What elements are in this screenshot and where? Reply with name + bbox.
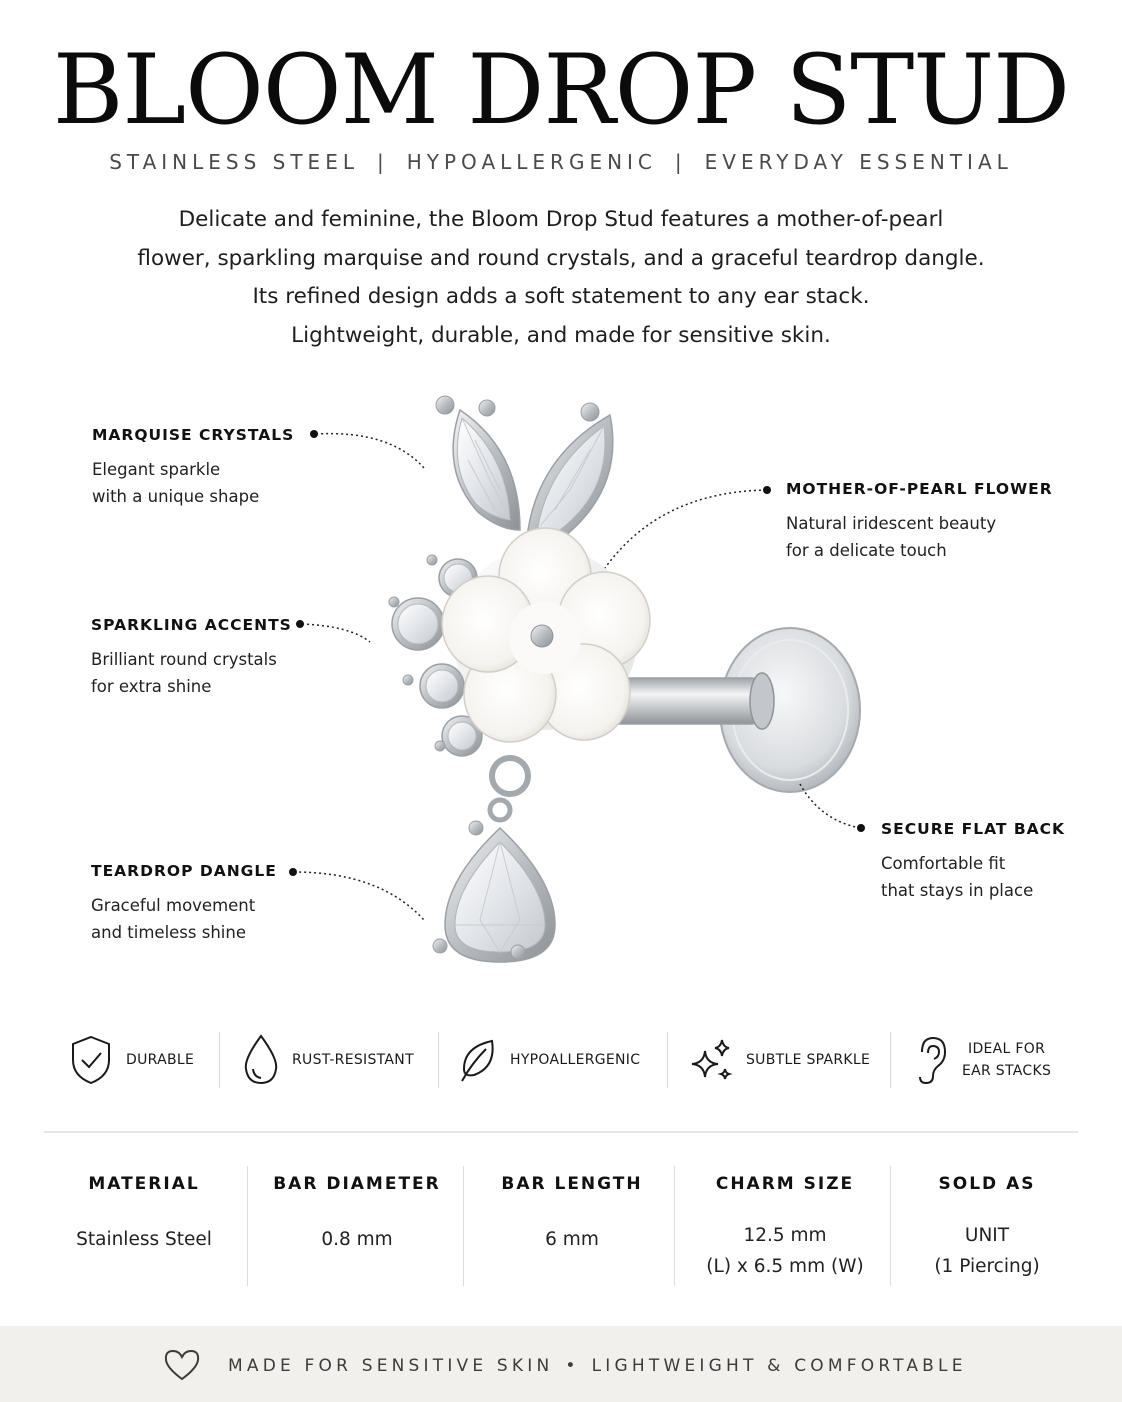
marquise-crystal-right	[528, 403, 613, 543]
feature-subtle-sparkle	[688, 1028, 870, 1092]
footer-band	[0, 1326, 1122, 1402]
feature-durable	[68, 1028, 194, 1092]
feature-label: SUBTLE SPARKLE	[746, 1052, 871, 1068]
callout-text: for extra shine	[91, 677, 212, 696]
tag-hypoallergenic: HYPOALLERGENIC	[406, 150, 657, 174]
spec-value: 0.8 mm	[321, 1229, 393, 1250]
spec-bar-length	[466, 1160, 678, 1290]
callout-title: MOTHER-OF-PEARL FLOWER	[786, 480, 1053, 498]
spec-charm-size	[677, 1160, 893, 1290]
callout-text: that stays in place	[881, 881, 1034, 900]
callout-text: Comfortable fit	[881, 854, 1006, 873]
tag-everyday: EVERYDAY ESSENTIAL	[704, 150, 1013, 174]
product-title: BLOOM DROP STUD	[52, 34, 1070, 146]
spec-divider	[463, 1166, 464, 1286]
section-divider	[44, 1131, 1078, 1133]
feature-label: EAR STACKS	[962, 1063, 1052, 1079]
callout-text: with a unique shape	[92, 487, 260, 506]
tag-separator: |	[674, 150, 687, 174]
tag-material: STAINLESS STEEL	[109, 150, 359, 174]
specs-table	[44, 1160, 1078, 1290]
feature-label: RUST-RESISTANT	[292, 1052, 414, 1068]
spec-label: MATERIAL	[88, 1174, 200, 1194]
teardrop-dangle	[433, 758, 555, 962]
tag-separator: |	[376, 150, 389, 174]
feature-label: HYPOALLERGENIC	[510, 1052, 641, 1068]
description-line: Delicate and feminine, the Bloom Drop Stud features a mother-of-pearl	[178, 207, 944, 232]
callout-text: Natural iridescent beauty	[786, 514, 997, 533]
spec-divider	[247, 1166, 248, 1286]
spec-divider	[674, 1166, 675, 1286]
description-line: flower, sparkling marquise and round crystals, and a graceful teardrop dangle.	[137, 245, 985, 271]
callout-marquise-crystals	[92, 426, 294, 510]
callout-sparkling-accents	[91, 616, 292, 700]
callout-title: MARQUISE CRYSTALS	[92, 426, 295, 444]
spec-label: BAR DIAMETER	[273, 1174, 441, 1194]
spec-divider	[890, 1166, 891, 1286]
spec-label: SOLD AS	[938, 1174, 1036, 1194]
callout-title: SECURE FLAT BACK	[881, 820, 1066, 838]
spec-value: (1 Piercing)	[934, 1256, 1040, 1277]
pearl-flower	[442, 528, 650, 742]
spec-sold-as	[893, 1160, 1081, 1290]
spec-bar-diameter	[250, 1160, 464, 1290]
marquise-crystal-left	[436, 396, 520, 530]
footer-item: LIGHTWEIGHT & COMFORTABLE	[591, 1356, 967, 1376]
product-tags	[0, 150, 1122, 174]
callout-text: for a delicate touch	[786, 541, 947, 560]
callout-text: and timeless shine	[91, 923, 246, 942]
footer-separator: •	[565, 1356, 580, 1376]
spec-value: Stainless Steel	[76, 1229, 212, 1250]
callout-secure-flat-back	[881, 820, 1065, 904]
footer-text	[228, 1356, 967, 1376]
feature-divider	[438, 1032, 439, 1088]
callout-text: Graceful movement	[91, 896, 256, 915]
spec-value: UNIT	[964, 1225, 1010, 1246]
product-description	[60, 201, 1062, 355]
spec-value: 6 mm	[545, 1229, 599, 1250]
callout-mother-of-pearl-flower	[786, 480, 1053, 564]
spec-label: BAR LENGTH	[501, 1174, 643, 1194]
callout-text: Brilliant round crystals	[91, 650, 277, 669]
description-line: Lightweight, durable, and made for sensitive skin.	[291, 322, 831, 348]
spec-value: (L) x 6.5 mm (W)	[706, 1256, 864, 1277]
sparkle-icon	[688, 1037, 734, 1083]
leaf-icon	[458, 1037, 498, 1083]
feature-label: DURABLE	[126, 1052, 195, 1068]
callout-title: SPARKLING ACCENTS	[91, 616, 292, 634]
footer-item: MADE FOR SENSITIVE SKIN	[228, 1356, 554, 1376]
feature-divider	[667, 1032, 668, 1088]
heart-icon	[163, 1348, 201, 1382]
description-line: Its refined design adds a soft statement to any ear stack.	[252, 284, 870, 309]
feature-label: IDEAL FOR	[968, 1041, 1046, 1057]
feature-divider	[890, 1032, 891, 1088]
feature-rust-resistant	[242, 1028, 414, 1092]
feature-ideal-for-ear-stacks	[914, 1028, 1051, 1092]
ear-icon	[914, 1034, 948, 1086]
feature-row	[44, 1028, 1078, 1092]
callout-text: Elegant sparkle	[92, 460, 221, 479]
feature-divider	[219, 1032, 220, 1088]
spec-value: 12.5 mm	[743, 1225, 827, 1246]
spec-label: CHARM SIZE	[715, 1174, 855, 1194]
callout-title: TEARDROP DANGLE	[91, 862, 277, 880]
shield-check-icon	[68, 1034, 114, 1086]
spec-material	[44, 1160, 244, 1290]
feature-hypoallergenic	[458, 1028, 640, 1092]
droplet-icon	[242, 1033, 280, 1087]
callout-teardrop-dangle	[91, 862, 277, 946]
